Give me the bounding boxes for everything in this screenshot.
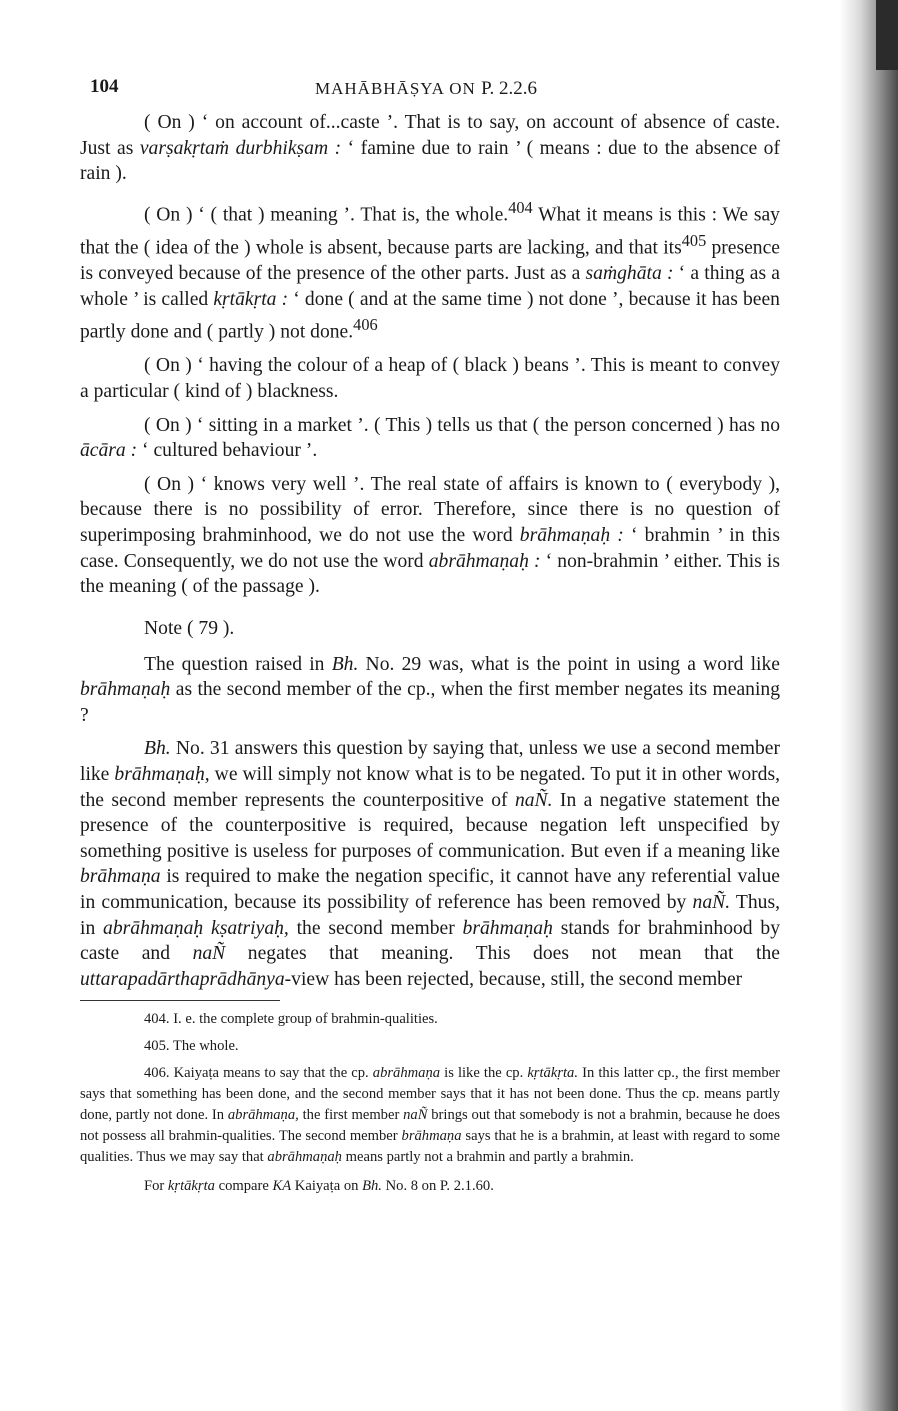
footnote-ref-405: 405 bbox=[681, 230, 707, 250]
footnote-406-compare: For kṛtākṛta compare KA Kaiyaṭa on Bh. No. 8 on P. 2.1.60. bbox=[144, 1178, 494, 1195]
running-head-reference: P. 2.2.6 bbox=[481, 78, 538, 99]
paragraph-caste: ( On ) ‘ on account of...caste ’. That is to say, on account of absence of caste. Just as varṣakṛtaṁ durbhikṣam : ‘ famine due to rain ’ ( means : due to the absence of rain ). bbox=[80, 112, 780, 185]
paragraph-knows: ( On ) ‘ knows very well ’. The real state of affairs is known to ( everybody ), because there is no possibility of error. Therefore, since there is no question of superimposing brahminhood, we do not use the word brāhmaṇaḥ : ‘ brahmin ’ in this case. Consequently, we do not use the word abrāhmaṇaḥ : ‘ non-brahmin ’ either. This is the meaning ( of the passage ). bbox=[80, 473, 780, 598]
note-paragraph-answer: Bh. No. 31 answers this question by saying that, unless we use a second member like brāhmaṇaḥ, we will simply not know what is to be negated. To put it in other words, the second member represents the counterpositive of naÑ. In a negative statement the presence of the counterpositive is required, because negation left unspecified by something positive is useless for purposes of communication. But even if a meaning like brāhmaṇa is required to make the negation specific, it cannot have any referential value in communication, because its possibility of reference has been removed by naÑ. Thus, in abrāhmaṇaḥ kṣatriyaḥ, the second member brāhmaṇaḥ stands for brahminhood by caste and naÑ negates that meaning. This does not mean that the uttarapadārthaprādhānya-view has been rejected, because, still, the second member bbox=[80, 738, 780, 990]
running-head-title: MAHĀBHĀṢYA ON bbox=[315, 79, 476, 98]
page-scan-edge bbox=[840, 0, 898, 1411]
note-paragraph-question: The question raised in Bh. No. 29 was, what is the point in using a word like brāhmaṇaḥ as the second member of the cp., when the first member negates its meaning ? bbox=[80, 653, 780, 726]
footnote-405: 405. The whole. bbox=[144, 1038, 239, 1055]
footnote-406: 406. Kaiyaṭa means to say that the cp. abrāhmaṇa is like the cp. kṛtākṛta. In this latter cp., the first member says that something has been done, and the second member says that it has not been done. Thus the cp. means partly done, partly not done. In abrāhmaṇa, the first member naÑ brings out that somebody is not a brahmin, because he does not possess all brahmin-qualities. The second member brāhmaṇa says that he is a brahmin, at least with regard to some qualities. Thus we may say that abrāhmaṇaḥ means partly not a brahmin and partly a brahmin. bbox=[80, 1065, 781, 1166]
footnote-ref-404: 404 bbox=[508, 197, 533, 217]
page-number: 104 bbox=[90, 76, 119, 97]
paragraph-meaning: ( On ) ‘ ( that ) meaning ’. That is, the whole.$^{404}$ What it means is this : We say that the ( idea of the ) whole is absent, because parts are lacking, and that its$^{405}$ presence is conveyed because of the presence of the other parts. Just as a saṁghāta : ‘ a thing as a whole ’ is called kṛtākṛta : ‘ done ( and at the same time ) not done ’, because it has been partly done and ( partly ) not done.$^{406}$ bbox=[80, 197, 781, 343]
note-heading: Note ( 79 ). bbox=[144, 617, 235, 639]
footnote-404: 404. I. e. the complete group of brahmin-qualities. bbox=[144, 1011, 438, 1028]
running-head bbox=[315, 78, 537, 100]
footnote-separator bbox=[80, 1000, 280, 1001]
paragraph-beans: ( On ) ‘ having the colour of a heap of ( black ) beans ’. This is meant to convey a particular ( kind of ) blackness. bbox=[80, 355, 780, 402]
footnote-ref-406: 406 bbox=[353, 315, 378, 335]
book-page bbox=[80, 70, 780, 1205]
page-header bbox=[80, 70, 780, 110]
paragraph-market: ( On ) ‘ sitting in a market ’. ( This ) tells us that ( the person concerned ) has no ācāra : ‘ cultured behaviour ’. bbox=[80, 414, 780, 462]
